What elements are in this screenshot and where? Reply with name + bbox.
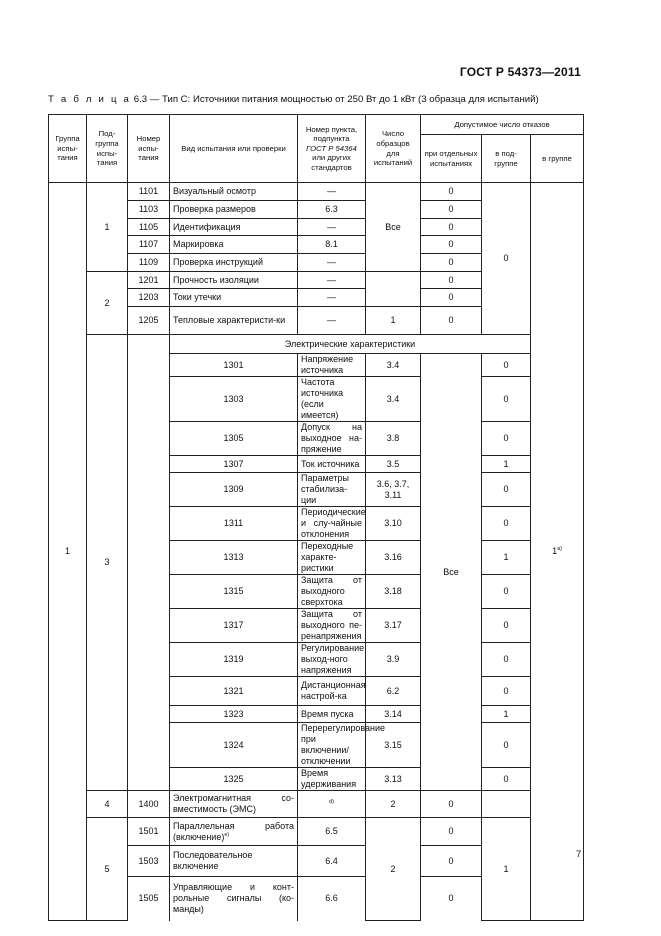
- col-fail-group-header: в группе: [531, 135, 584, 183]
- test-clause: 3.10: [366, 507, 421, 541]
- test-kind: Управляющие и конт-рольные сигналы (ко-манды): [170, 877, 298, 921]
- test-kind: Перерегулирование при включении/ отключении: [298, 723, 366, 768]
- test-clause: 3.17: [366, 609, 421, 643]
- test-number: 1315: [170, 575, 298, 609]
- test-number: 1501: [128, 818, 170, 846]
- col-group-header: Группа испы-тания: [49, 115, 87, 183]
- subgroup-cell: 5: [87, 818, 128, 921]
- subgroup-cell: 3: [87, 335, 128, 791]
- col-number-header: Номер испы-тания: [128, 115, 170, 183]
- test-kind: Периодические и слу-чайные отклонения: [298, 507, 366, 541]
- test-clause: 6.5: [298, 818, 366, 846]
- subgroup-cell: 1: [87, 183, 128, 272]
- test-clause: 8.1: [298, 236, 366, 254]
- table-caption-text: — Тип С: Источники питания мощностью от 250 Вт до 1 кВт (3 образца для испытаний): [149, 94, 539, 105]
- fail-individual: 0: [482, 575, 531, 609]
- fail-individual: 0: [421, 846, 482, 877]
- test-kind: Последовательное включение: [170, 846, 298, 877]
- page-number: 7: [576, 849, 582, 860]
- test-number: 1319: [170, 643, 298, 677]
- samples-cell: Все: [421, 354, 482, 791]
- fail-subgroup-cell: 1: [482, 818, 531, 921]
- fail-group-value: 1: [552, 546, 558, 556]
- fail-individual: 1: [482, 456, 531, 473]
- test-number: 1105: [128, 219, 170, 236]
- test-kind: Проверка инструкций: [170, 254, 298, 272]
- test-number: 1107: [128, 236, 170, 254]
- test-clause: 3.18: [366, 575, 421, 609]
- fail-individual: 0: [482, 354, 531, 377]
- test-kind-text: Параллельная работа (включение): [173, 820, 294, 842]
- fail-individual: 0: [482, 609, 531, 643]
- fail-individual: 0: [482, 643, 531, 677]
- test-number: 1311: [170, 507, 298, 541]
- test-clause: 3.13: [366, 768, 421, 791]
- col-fail-subgroup-header: в под-группе: [482, 135, 531, 183]
- section-row: [49, 335, 584, 354]
- test-clause: 3.4: [366, 354, 421, 377]
- test-clause: 6.4: [298, 846, 366, 877]
- test-kind: Переходные характе-ристики: [298, 541, 366, 575]
- test-number: 1325: [170, 768, 298, 791]
- fail-individual: 0: [421, 289, 482, 307]
- test-kind: Параметры стабилиза-ции: [298, 473, 366, 507]
- fail-individual: 0: [482, 473, 531, 507]
- test-kind: Дистанционная настрой-ка: [298, 677, 366, 706]
- table-caption-number: 6.3: [133, 94, 148, 105]
- test-kind: Допуск на выходное на-пряжение: [298, 422, 366, 456]
- fail-individual: 0: [421, 791, 482, 818]
- test-number: 1101: [128, 183, 170, 201]
- test-kind: Защита от выходного сверхтока: [298, 575, 366, 609]
- test-number: 1205: [128, 307, 170, 335]
- fail-individual: 0: [482, 377, 531, 422]
- blank-cell: [128, 335, 170, 791]
- fail-individual: 0: [421, 254, 482, 272]
- test-number: 1203: [128, 289, 170, 307]
- test-number: 1103: [128, 201, 170, 219]
- test-kind: Идентификация: [170, 219, 298, 236]
- fail-group-note: а): [557, 546, 562, 552]
- test-clause: 3.16: [366, 541, 421, 575]
- table-row: [49, 183, 584, 201]
- test-number: 1400: [128, 791, 170, 818]
- test-kind: Тепловые характеристи-ки: [170, 307, 298, 335]
- test-clause: 6.3: [298, 201, 366, 219]
- fail-individual: 0: [421, 201, 482, 219]
- test-kind-note: e): [224, 831, 230, 838]
- test-clause: 3.9: [366, 643, 421, 677]
- fail-individual: 0: [482, 677, 531, 706]
- samples-cell: 1: [366, 307, 421, 335]
- fail-individual: 0: [421, 236, 482, 254]
- tests-table: [48, 114, 584, 921]
- test-clause: 6.2: [366, 677, 421, 706]
- test-kind: Проверка размеров: [170, 201, 298, 219]
- col-subgroup-header: Под-группа испы-тания: [87, 115, 128, 183]
- test-clause: —: [298, 219, 366, 236]
- test-clause: 3.6, 3.7, 3.11: [366, 473, 421, 507]
- clause-header-prefix: Номер пункта, подпункта: [305, 124, 358, 144]
- fail-individual: 0: [421, 307, 482, 335]
- col-clause-header: [298, 115, 366, 183]
- test-number: 1307: [170, 456, 298, 473]
- table-row: [49, 791, 584, 818]
- fail-individual: 0: [421, 877, 482, 921]
- fail-individual: 1: [482, 706, 531, 723]
- test-clause: 6.6: [298, 877, 366, 921]
- group-value: 1: [64, 546, 70, 556]
- test-number: 1109: [128, 254, 170, 272]
- col-fail-individual-header: при отдельных испытаниях: [421, 135, 482, 183]
- col-kind-header: Вид испытания или проверки: [170, 115, 298, 183]
- test-number: 1303: [170, 377, 298, 422]
- test-number: 1313: [170, 541, 298, 575]
- fail-individual: 0: [482, 507, 531, 541]
- test-number: 1201: [128, 272, 170, 289]
- test-number: 1503: [128, 846, 170, 877]
- test-clause: —: [298, 289, 366, 307]
- fail-individual: 0: [421, 818, 482, 846]
- test-number: 1321: [170, 677, 298, 706]
- fail-individual: 0: [482, 768, 531, 791]
- test-number: 1305: [170, 422, 298, 456]
- standard-number: ГОСТ Р 54373—2011: [459, 65, 581, 79]
- samples-cell: 2: [366, 818, 421, 921]
- test-clause: 3.15: [366, 723, 421, 768]
- test-kind: Прочность изоляции: [170, 272, 298, 289]
- samples-cell: Все: [366, 183, 421, 272]
- test-clause: [298, 791, 366, 818]
- test-number: 1323: [170, 706, 298, 723]
- test-kind: Время пуска: [298, 706, 366, 723]
- test-clause: 3.5: [366, 456, 421, 473]
- fail-subgroup-cell: [482, 791, 531, 818]
- test-clause: 3.8: [366, 422, 421, 456]
- clause-note: d): [329, 798, 334, 805]
- test-kind: Ток источника: [298, 456, 366, 473]
- test-kind: Время удерживания: [298, 768, 366, 791]
- col-samples-header: Число образцов для испытаний: [366, 115, 421, 183]
- fail-individual: 0: [421, 272, 482, 289]
- test-kind: Регулирование выход-ного напряжения: [298, 643, 366, 677]
- clause-header-ref: ГОСТ Р 54364: [306, 143, 357, 153]
- test-kind: Электромагнитная со-вместимость (ЭМС): [170, 791, 298, 818]
- test-kind: Маркировка: [170, 236, 298, 254]
- test-kind: Токи утечки: [170, 289, 298, 307]
- fail-subgroup-cell: 0: [482, 183, 531, 335]
- test-kind: Защита от выходного пе-ренапряжения: [298, 609, 366, 643]
- test-clause: —: [298, 272, 366, 289]
- col-failures-header: Допустимое число отказов: [421, 115, 584, 135]
- section-heading: Электрические характеристики: [170, 335, 531, 354]
- subgroup-cell: 2: [87, 272, 128, 335]
- subgroup-cell: 4: [87, 791, 128, 818]
- test-number: 1317: [170, 609, 298, 643]
- test-kind: Частота источника (если имеется): [298, 377, 366, 422]
- test-clause: —: [298, 183, 366, 201]
- test-number: 1505: [128, 877, 170, 921]
- table-caption-prefix: Т а б л и ц а: [48, 94, 132, 105]
- fail-individual: 0: [421, 183, 482, 201]
- fail-individual: 0: [482, 723, 531, 768]
- test-kind: [170, 818, 298, 846]
- samples-cell: 2: [366, 791, 421, 818]
- test-clause: 3.4: [366, 377, 421, 422]
- fail-group-cell: [531, 183, 584, 921]
- clause-header-suffix: или других стандартов: [311, 153, 352, 172]
- table-row: [49, 818, 584, 846]
- test-clause: 3.14: [366, 706, 421, 723]
- table-caption: [48, 94, 539, 105]
- fail-individual: 0: [421, 219, 482, 236]
- test-number: 1324: [170, 723, 298, 768]
- samples-cell: [366, 272, 421, 307]
- test-clause: —: [298, 307, 366, 335]
- test-kind: Визуальный осмотр: [170, 183, 298, 201]
- test-number: 1309: [170, 473, 298, 507]
- group-cell: [49, 183, 87, 921]
- test-kind: Напряжение источника: [298, 354, 366, 377]
- fail-individual: 0: [482, 422, 531, 456]
- test-clause: —: [298, 254, 366, 272]
- fail-individual: 1: [482, 541, 531, 575]
- test-number: 1301: [170, 354, 298, 377]
